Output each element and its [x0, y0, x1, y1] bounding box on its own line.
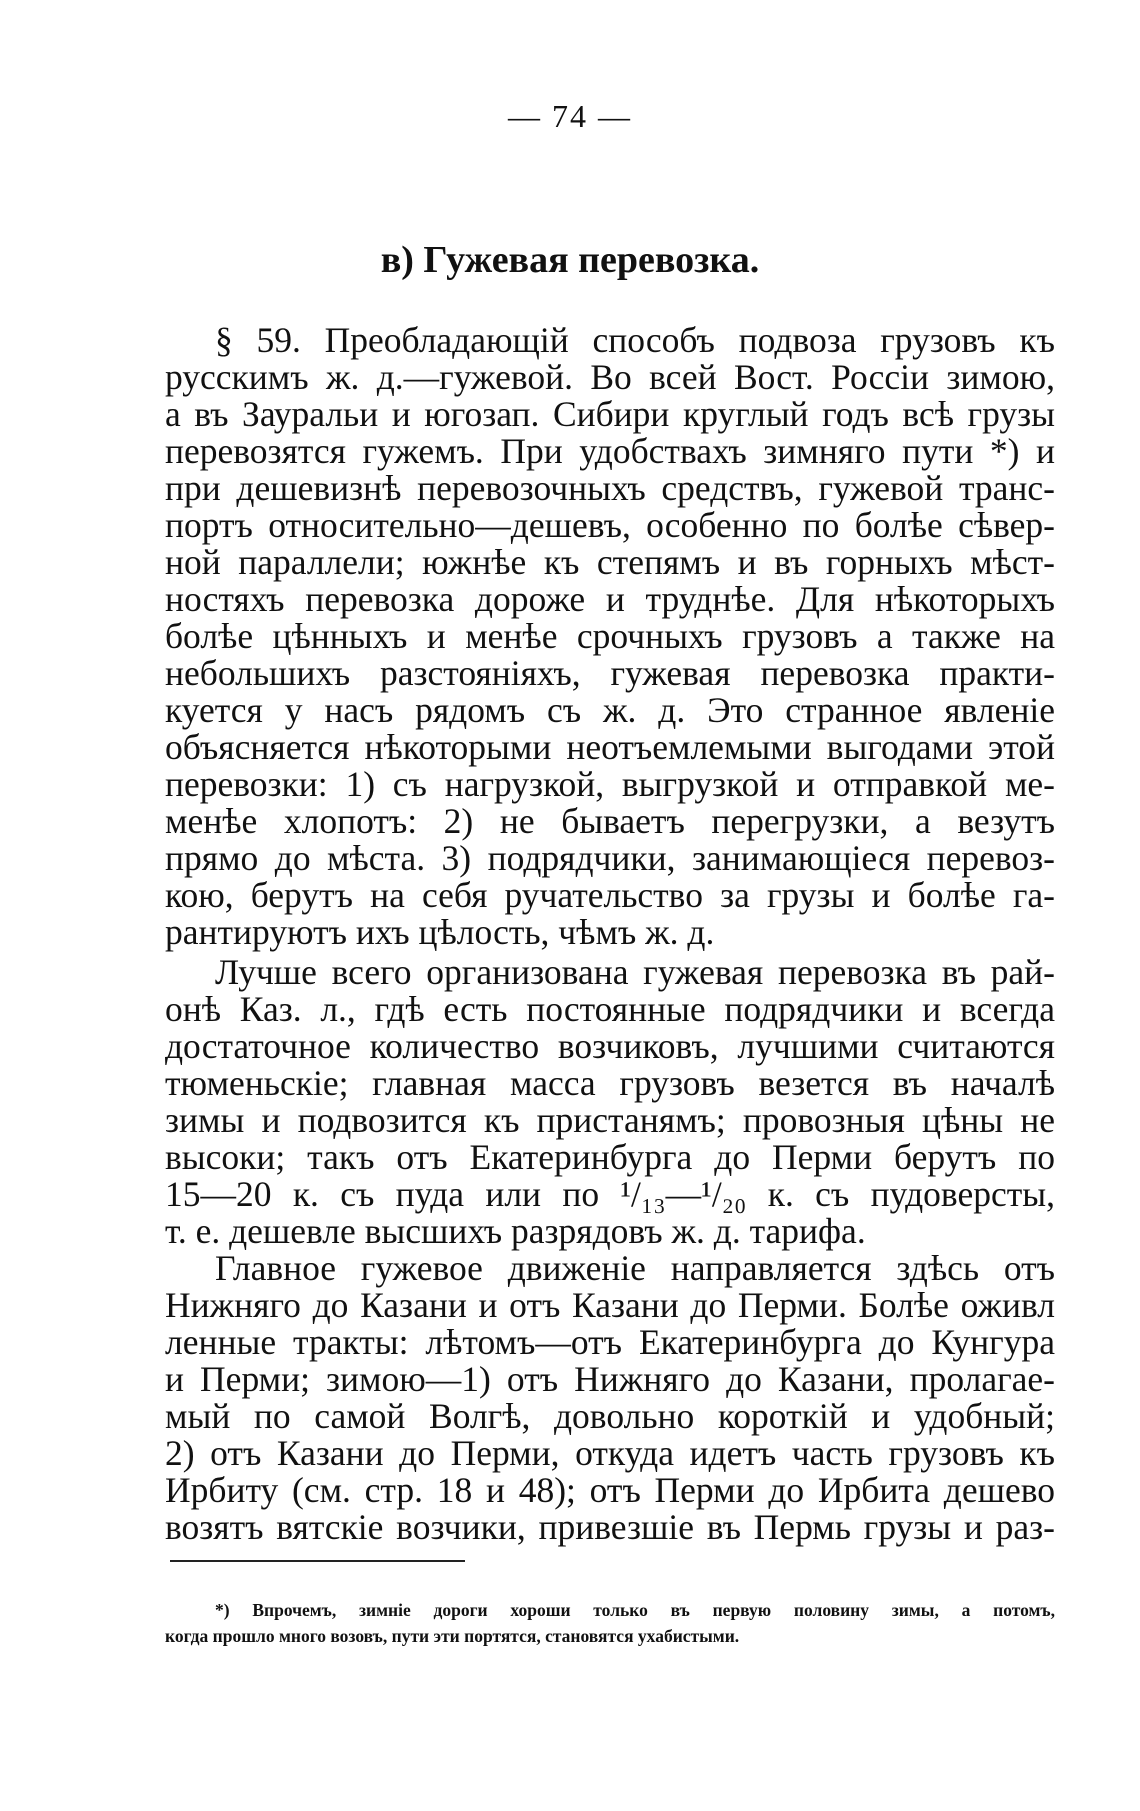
- text-line: объясняется нѣкоторыми неотъемлемыми выгодами этой: [165, 727, 1055, 767]
- section-heading: в) Гужевая перевозка.: [380, 239, 760, 281]
- footnote-line: когда прошло много возовъ, пути эти портятся, становятся ухабистыми.: [165, 1626, 740, 1646]
- paragraph-1: [165, 322, 1055, 951]
- text-line: 15—20 к. съ пуда или по ¹/₁₃—¹/₂₀ к. съ пудоверсты,: [165, 1174, 1055, 1214]
- text-line: т. е. дешевле высшихъ разрядовъ ж. д. тарифа.: [165, 1211, 866, 1251]
- text-line: тюменьскіе; главная масса грузовъ везется въ началѣ: [165, 1063, 1055, 1103]
- text-line: Главное гужевое движеніе направляется здѣсь отъ: [215, 1248, 1055, 1288]
- text-line: мый по самой Волгѣ, довольно короткій и удобный;: [165, 1396, 1055, 1436]
- text-line: болѣе цѣнныхъ и менѣе срочныхъ грузовъ а также на: [165, 616, 1055, 656]
- paragraph-2: [165, 954, 1055, 1250]
- text-line: ленные тракты: лѣтомъ—отъ Екатеринбурга до Кунгура: [165, 1322, 1055, 1362]
- paragraph-3: [165, 1250, 1055, 1546]
- text-line: при дешевизнѣ перевозочныхъ средствъ, гужевой транс-: [165, 468, 1055, 508]
- text-line: портъ относительно—дешевъ, особенно по болѣе сѣвер-: [165, 505, 1055, 545]
- text-line: менѣе хлопотъ: 2) не бываетъ перегрузки, а везутъ: [165, 801, 1055, 841]
- text-line: § 59. Преобладающій способъ подвоза грузовъ къ: [215, 320, 1055, 360]
- text-line: 2) отъ Казани до Перми, откуда идетъ часть грузовъ къ: [165, 1433, 1055, 1473]
- text-line: и Перми; зимою—1) отъ Нижняго до Казани, пролагае-: [165, 1359, 1055, 1399]
- text-line: небольшихъ разстояніяхъ, гужевая перевозка практи-: [165, 653, 1055, 693]
- text-line: куется у насъ рядомъ съ ж. д. Это странное явленіе: [165, 690, 1055, 730]
- text-line: Лучше всего организована гужевая перевозка въ рай-: [215, 952, 1055, 992]
- text-line: а въ Зауральи и югозап. Сибири круглый годъ всѣ грузы: [165, 394, 1055, 434]
- text-line: Ирбиту (см. стр. 18 и 48); отъ Перми до Ирбита дешево: [165, 1470, 1055, 1510]
- text-line: рантируютъ ихъ цѣлость, чѣмъ ж. д.: [165, 912, 715, 952]
- text-line: Нижняго до Казани и отъ Казани до Перми. Болѣе оживл: [165, 1285, 1055, 1325]
- page-number: — 74 —: [508, 98, 632, 134]
- text-line: ностяхъ перевозка дороже и труднѣе. Для нѣкоторыхъ: [165, 579, 1055, 619]
- text-line: прямо до мѣста. 3) подрядчики, занимающіеся перевоз-: [165, 838, 1055, 878]
- text-line: возятъ вятскіе возчики, привезшіе въ Пермь грузы и раз-: [165, 1507, 1055, 1547]
- text-line: онѣ Каз. л., гдѣ есть постоянные подрядчики и всегда: [165, 989, 1055, 1029]
- footnote-line: *) Впрочемъ, зимніе дороги хороши только въ первую половину зимы, а потомъ,: [215, 1600, 1055, 1620]
- text-line: ной параллели; южнѣе къ степямъ и въ горныхъ мѣст-: [165, 542, 1055, 582]
- text-line: перевозятся гужемъ. При удобствахъ зимняго пути *) и: [165, 431, 1055, 471]
- footnote: [165, 1597, 1055, 1649]
- text-line: русскимъ ж. д.—гужевой. Во всей Вост. Россіи зимою,: [165, 357, 1055, 397]
- text-line: кою, берутъ на себя ручательство за грузы и болѣе га-: [165, 875, 1055, 915]
- text-line: зимы и подвозится къ пристанямъ; провозныя цѣны не: [165, 1100, 1055, 1140]
- text-line: достаточное количество возчиковъ, лучшими считаются: [165, 1026, 1055, 1066]
- text-line: перевозки: 1) съ нагрузкой, выгрузкой и отправкой ме-: [165, 764, 1055, 804]
- footnote-divider: [170, 1560, 465, 1562]
- text-line: высоки; такъ отъ Екатеринбурга до Перми берутъ по: [165, 1137, 1055, 1177]
